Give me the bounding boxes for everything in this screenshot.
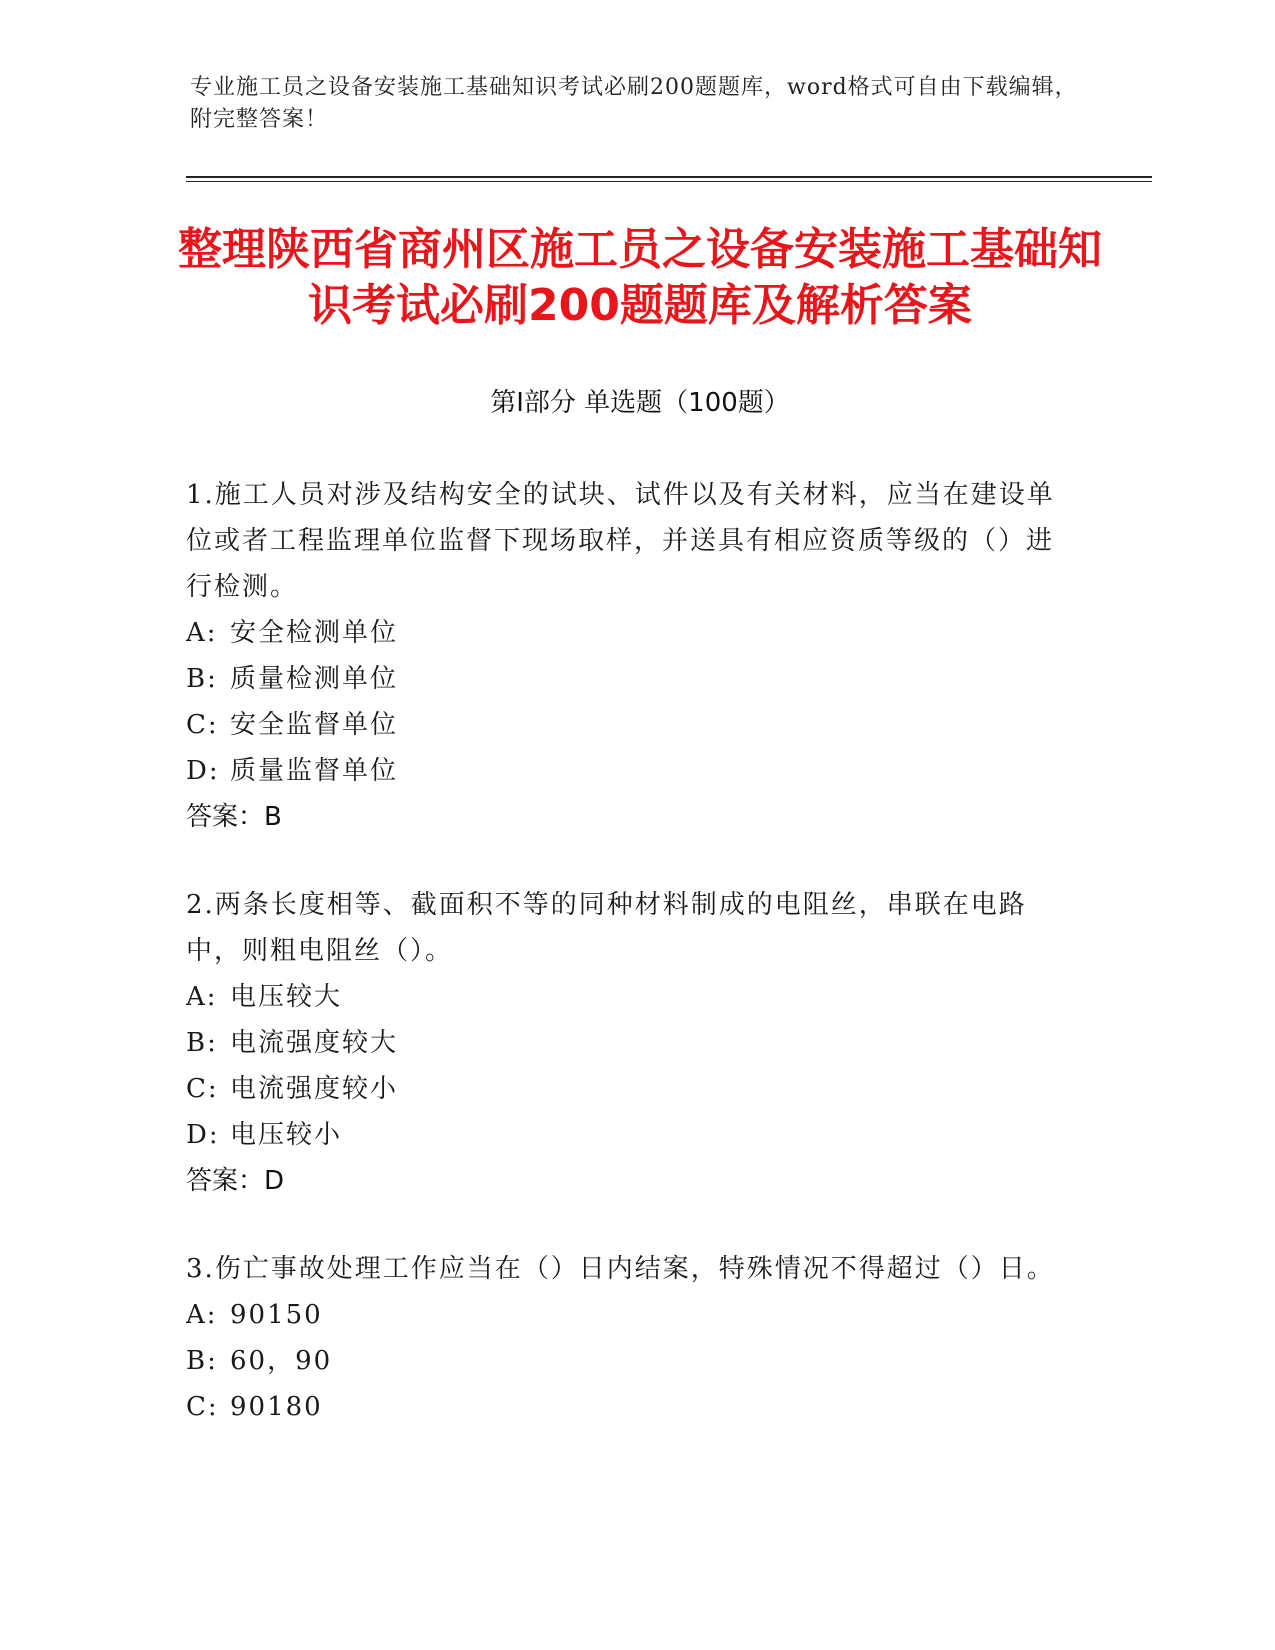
answer: 答案：D xyxy=(186,1166,285,1196)
option-text: 电流强度较小 xyxy=(230,1074,399,1104)
option-b xyxy=(186,1020,1066,1066)
option-c xyxy=(186,1066,1066,1112)
option-a xyxy=(186,974,1066,1020)
option-d xyxy=(186,748,1066,794)
option-letter: C: xyxy=(186,1074,219,1104)
option-text: 质量监督单位 xyxy=(230,756,399,786)
question-1 xyxy=(186,472,1066,840)
document-title: 整理陕西省商州区施工员之设备安装施工基础知识考试必刷200题题库及解析答案 xyxy=(178,224,1102,331)
section-title: 第Ⅰ部分 单选题（100题） xyxy=(490,388,790,418)
option-text: 电压较大 xyxy=(230,982,343,1012)
option-text: 60，90 xyxy=(230,1346,333,1376)
option-text: 质量检测单位 xyxy=(230,664,399,694)
question-list xyxy=(186,472,1066,1472)
option-text: 安全监督单位 xyxy=(230,710,399,740)
option-text: 安全检测单位 xyxy=(230,618,399,648)
option-letter: D: xyxy=(186,1120,220,1150)
header-description: 专业施工员之设备安装施工基础知识考试必刷200题题库，word格式可自由下载编辑，附完整答案！ xyxy=(190,75,1078,132)
option-letter: B: xyxy=(186,1346,218,1376)
option-b xyxy=(186,656,1066,702)
option-letter: B: xyxy=(186,1028,218,1058)
header-rule-thin xyxy=(186,181,1152,182)
option-text: 电流强度较大 xyxy=(230,1028,399,1058)
question-stem: 2.两条长度相等、截面积不等的同种材料制成的电阻丝，串联在电路中，则粗电阻丝（）。 xyxy=(186,890,1027,966)
option-letter: A: xyxy=(186,982,218,1012)
question-stem: 1.施工人员对涉及结构安全的试块、试件以及有关材料，应当在建设单位或者工程监理单位监督下现场取样，并送具有相应资质等级的（）进行检测。 xyxy=(186,480,1055,602)
question-2 xyxy=(186,882,1066,1204)
option-letter: B: xyxy=(186,664,218,694)
option-a xyxy=(186,1292,1066,1338)
option-c xyxy=(186,1384,1066,1430)
option-a xyxy=(186,610,1066,656)
option-c xyxy=(186,702,1066,748)
option-letter: C: xyxy=(186,1392,219,1422)
option-d xyxy=(186,1112,1066,1158)
question-stem: 3.伤亡事故处理工作应当在（）日内结案，特殊情况不得超过（）日。 xyxy=(186,1254,1055,1284)
option-text: 90150 xyxy=(230,1300,323,1330)
answer: 答案：B xyxy=(186,802,282,832)
option-b xyxy=(186,1338,1066,1384)
option-letter: A: xyxy=(186,618,218,648)
option-letter: D: xyxy=(186,756,220,786)
option-letter: A: xyxy=(186,1300,218,1330)
option-letter: C: xyxy=(186,710,219,740)
option-text: 电压较小 xyxy=(230,1120,343,1150)
option-text: 90180 xyxy=(230,1392,323,1422)
question-3 xyxy=(186,1246,1066,1430)
header-rule-thick xyxy=(186,176,1152,178)
